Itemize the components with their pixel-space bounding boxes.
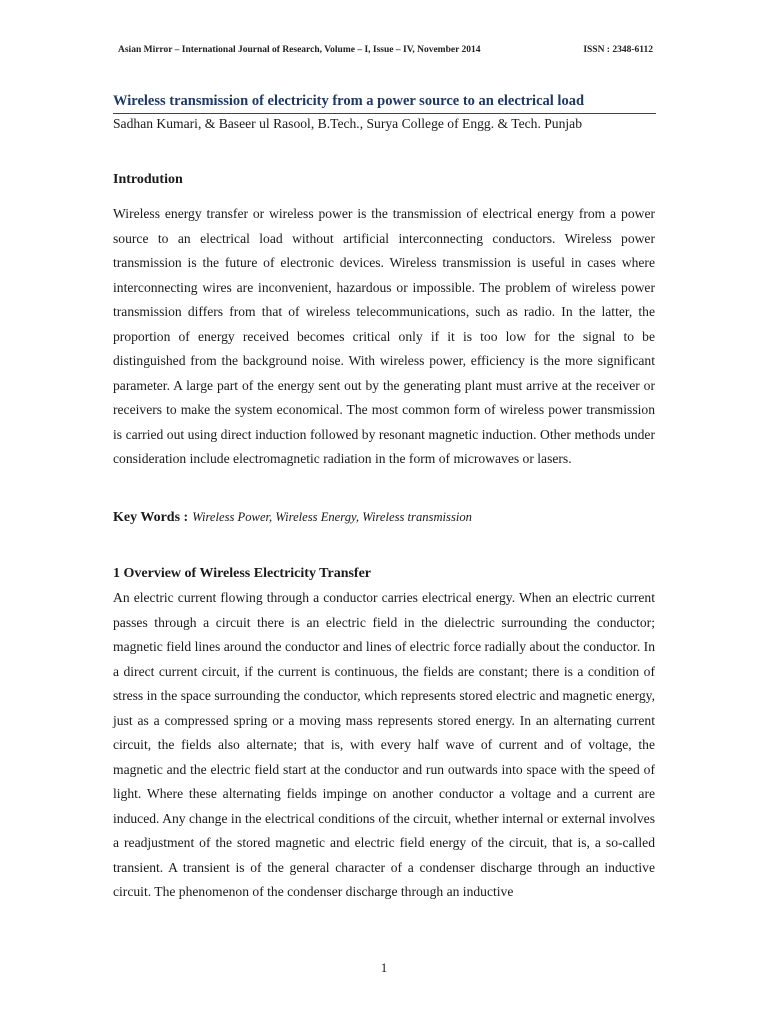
title-divider	[113, 113, 656, 114]
page-number: 1	[380, 960, 388, 975]
journal-citation: Asian Mirror – International Journal of Research, Volume – I, Issue – IV, November 2014	[118, 45, 481, 55]
issn: ISSN : 2348-6112	[583, 45, 653, 55]
paper-title: Wireless transmission of electricity from a power source to an electrical load	[113, 93, 585, 109]
paper-authors: Sadhan Kumari, & Baseer ul Rasool, B.Tech., Surya College of Engg. & Tech. Punjab	[113, 116, 583, 131]
section-body-introduction: Wireless energy transfer or wireless power is the transmission of electrical energy from a power source to an electrical load without artificial interconnecting conductors. Wireless power transmission is the future of electronic devices. Wireless transmission is useful in cases where interconnecting wires are inconvenient, hazardous or impossible. The problem of wireless power transmission differs from that of wireless telecommunications, such as radio. In the latter, the proportion of energy received becomes critical only if it is too low for the signal to be distinguished from the background noise. With wireless power, efficiency is the more significant parameter. A large part of the energy sent out by the generating plant must arrive at the receiver or receivers to make the system economical. The most common form of wireless power transmission is carried out using direct induction followed by resonant magnetic induction. Other methods under consideration include electromagnetic radiation in the form of microwaves or lasers.	[113, 206, 655, 466]
section-heading-overview: 1 Overview of Wireless Electricity Transfer	[113, 566, 372, 581]
section-heading-introduction: Introdution	[113, 172, 183, 187]
keywords-values: Wireless Power, Wireless Energy, Wireless transmission	[192, 510, 472, 524]
keywords	[113, 508, 472, 526]
section-body-overview: An electric current flowing through a conductor carries electrical energy. When an electric current passes through a circuit there is an electric field in the dielectric surrounding the conductor; magnetic field lines around the conductor and lines of electric force radially about the conductor. In a direct current circuit, if the current is continuous, the fields are constant; there is a condition of stress in the space surrounding the conductor, which represents stored electric and magnetic energy, just as a compressed spring or a moving mass represents stored energy. In an alternating current circuit, the fields also alternate; that is, with every half wave of current and of voltage, the magnetic and the electric field start at the conductor and run outwards into space with the speed of light. Where these alternating fields impinge on another conductor a voltage and a current are induced. Any change in the electrical conditions of the circuit, whether internal or external involves a readjustment of the stored magnetic and electric field energy of the circuit, that is, a so-called transient. A transient is of the general character of a condenser discharge through an inductive circuit. The phenomenon of the condenser discharge through an inductive	[113, 590, 655, 899]
keywords-label: Key Words :	[113, 510, 189, 525]
